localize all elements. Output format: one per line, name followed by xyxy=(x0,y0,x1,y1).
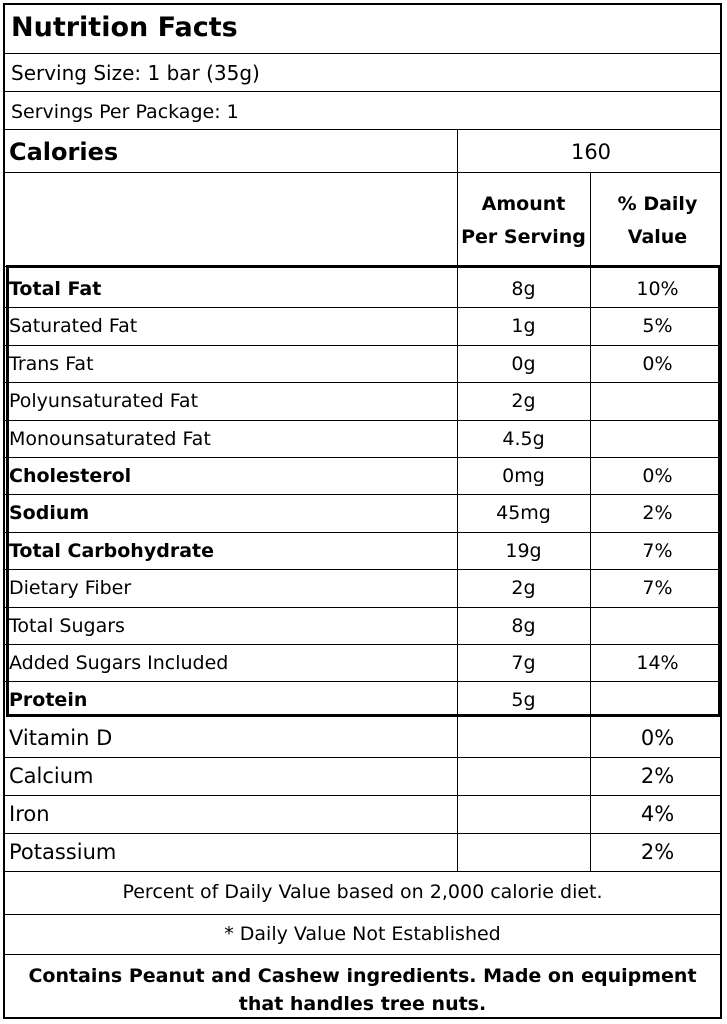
vitamin-label: Vitamin D xyxy=(9,726,113,750)
vitamin-row xyxy=(5,796,720,834)
nutrition-facts-label xyxy=(3,3,722,1019)
column-header-row xyxy=(5,173,720,267)
nutrient-daily-value: 0% xyxy=(642,352,673,375)
nutrient-amount: 4.5g xyxy=(502,427,545,450)
vitamin-row xyxy=(5,834,720,872)
nutrient-daily-value: 0% xyxy=(642,465,673,487)
footnote-not-established-row xyxy=(5,915,720,955)
calories-row xyxy=(5,130,720,173)
nutrient-row xyxy=(5,495,720,532)
nutrient-row xyxy=(5,383,720,420)
vitamin-daily-value: 0% xyxy=(640,726,675,750)
title-row xyxy=(5,5,720,54)
nutrient-daily-value: 10% xyxy=(636,278,679,300)
nutrient-label: Sodium xyxy=(9,502,90,525)
nutrient-daily-value: 7% xyxy=(642,539,673,562)
nutrient-row xyxy=(5,682,720,719)
nutrient-amount: 1g xyxy=(511,315,536,338)
nutrient-row xyxy=(5,570,720,607)
footnote-not-established: * Daily Value Not Established xyxy=(224,923,501,945)
footnote-dv-row xyxy=(5,872,720,915)
vitamin-daily-value: 4% xyxy=(640,802,675,826)
nutrient-amount: 0mg xyxy=(502,465,545,487)
nutrient-label: Protein xyxy=(9,689,88,712)
nutrient-daily-value: 7% xyxy=(642,577,673,600)
footnote-daily-value: Percent of Daily Value based on 2,000 calorie diet. xyxy=(122,881,603,903)
vitamin-daily-value: 2% xyxy=(640,840,675,864)
divider-dv-column xyxy=(590,173,591,872)
vitamin-label: Calcium xyxy=(9,764,94,788)
calories-value: 160 xyxy=(570,140,612,164)
nutrient-label: Cholesterol xyxy=(9,465,132,487)
servings-per-package: Servings Per Package: 1 xyxy=(11,101,239,123)
nutrient-amount: 5g xyxy=(511,689,536,712)
daily-value-header: % Daily Value xyxy=(617,193,698,248)
nutrient-amount: 8g xyxy=(511,614,536,637)
nutrient-label: Trans Fat xyxy=(9,352,94,375)
serving-size: Serving Size: 1 bar (35g) xyxy=(11,61,260,85)
nutrient-amount: 7g xyxy=(511,652,536,674)
nutrient-label: Total Carbohydrate xyxy=(9,539,214,562)
nutrient-amount: 8g xyxy=(511,278,536,300)
nutrient-amount: 45mg xyxy=(496,502,551,525)
nutrient-amount: 2g xyxy=(511,390,536,413)
nutrient-row xyxy=(5,308,720,345)
nutrient-row xyxy=(5,271,720,308)
nutrient-daily-value: 2% xyxy=(642,502,673,525)
vitamin-row xyxy=(5,720,720,758)
nutrient-row xyxy=(5,458,720,495)
nutrient-label: Polyunsaturated Fat xyxy=(9,390,199,413)
nutrient-row xyxy=(5,421,720,458)
nutrient-label: Monounsaturated Fat xyxy=(9,427,211,450)
nutrient-row xyxy=(5,533,720,570)
nutrient-daily-value: 5% xyxy=(642,315,673,338)
nutrient-row xyxy=(5,608,720,645)
nutrient-amount: 19g xyxy=(505,539,542,562)
divider-amount-column xyxy=(457,130,458,872)
nutrient-amount: 2g xyxy=(511,577,536,600)
serving-size-row xyxy=(5,54,720,92)
allergen-statement: Contains Peanut and Cashew ingredients. Made on equipment that handles tree nuts. xyxy=(28,965,697,1015)
label-title: Nutrition Facts xyxy=(11,12,238,43)
nutrient-daily-value: 14% xyxy=(636,652,679,674)
nutrient-label: Total Sugars xyxy=(9,614,125,637)
servings-per-package-row xyxy=(5,92,720,130)
allergen-row xyxy=(5,955,720,1017)
nutrient-row xyxy=(5,346,720,383)
nutrient-label: Dietary Fiber xyxy=(9,577,132,600)
nutrient-label: Added Sugars Included xyxy=(9,652,229,674)
calories-label: Calories xyxy=(9,138,119,166)
vitamin-label: Potassium xyxy=(9,840,117,864)
nutrient-label: Saturated Fat xyxy=(9,315,138,338)
nutrient-label: Total Fat xyxy=(9,278,102,300)
amount-header: Amount Per Serving xyxy=(461,193,586,248)
vitamin-label: Iron xyxy=(9,802,50,826)
nutrient-row xyxy=(5,645,720,682)
vitamin-row xyxy=(5,758,720,796)
vitamin-daily-value: 2% xyxy=(640,764,675,788)
nutrient-amount: 0g xyxy=(511,352,536,375)
